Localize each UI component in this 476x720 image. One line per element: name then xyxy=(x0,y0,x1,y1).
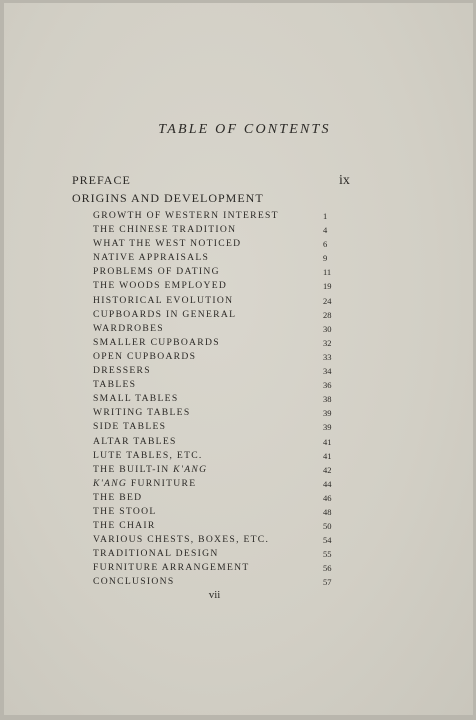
toc-entry-label: DRESSERS xyxy=(93,365,151,377)
toc-section-heading: ORIGINS AND DEVELOPMENT xyxy=(72,191,264,205)
toc-entry xyxy=(93,547,353,561)
toc-entry-label: LUTE TABLES, ETC. xyxy=(93,449,203,461)
toc-entry xyxy=(93,209,353,223)
toc-entry-label-text: THE BUILT-IN xyxy=(93,463,174,475)
toc-preface-label: PREFACE xyxy=(72,173,131,187)
toc-entry-page: 19 xyxy=(323,281,332,292)
toc-entry-page: 42 xyxy=(323,464,332,475)
toc-entry-page: 1 xyxy=(323,211,328,221)
toc-entry-label: VARIOUS CHESTS, BOXES, ETC. xyxy=(93,534,270,546)
toc-entry-label: TABLES xyxy=(93,379,137,391)
toc-entry xyxy=(93,294,353,308)
toc-entry-page: 39 xyxy=(323,422,332,433)
toc-entry xyxy=(93,237,353,251)
toc-entry-label: WHAT THE WEST NOTICED xyxy=(93,238,242,250)
toc-entry xyxy=(93,533,353,547)
toc-entry xyxy=(93,279,353,293)
toc-entry xyxy=(93,378,353,392)
toc-entry-page: 6 xyxy=(323,239,328,250)
toc-preface-page: ix xyxy=(339,173,350,188)
toc-entry-page: 54 xyxy=(323,535,332,546)
toc-entry xyxy=(93,477,353,491)
toc-entry-label: ALTAR TABLES xyxy=(93,435,177,447)
toc-entry xyxy=(93,575,353,589)
toc-entry xyxy=(93,336,353,350)
toc-entry-label: THE WOODS EMPLOYED xyxy=(93,280,228,292)
toc-entry-label: CUPBOARDS IN GENERAL xyxy=(93,308,237,320)
toc-entry xyxy=(93,364,353,378)
toc-entry-page: 38 xyxy=(323,394,332,405)
toc-entry-page: 41 xyxy=(323,436,332,447)
book-page xyxy=(4,3,473,715)
toc-entry-label: THE BED xyxy=(93,491,143,503)
toc-entry-page: 32 xyxy=(323,337,332,348)
toc-entry-label: SMALL TABLES xyxy=(93,393,179,405)
toc-entry-page: 41 xyxy=(323,450,332,461)
toc-entry-label: PROBLEMS OF DATING xyxy=(93,266,220,278)
toc-entry xyxy=(93,491,353,505)
toc-entry-list xyxy=(93,209,353,590)
toc-entry-page: 50 xyxy=(323,521,332,532)
page-title: TABLE OF CONTENTS xyxy=(158,122,331,137)
toc-entry xyxy=(93,265,353,279)
toc-entry-label-italic: K'ANG xyxy=(173,463,208,475)
toc-entry-page: 33 xyxy=(323,351,332,362)
toc-entry xyxy=(93,350,353,364)
toc-entry-label: THE CHAIR xyxy=(93,520,156,532)
toc-entry-label-text: FURNITURE xyxy=(127,477,197,489)
toc-entry-label xyxy=(93,463,207,477)
toc-entry-page: 55 xyxy=(323,549,332,560)
toc-entry-page: 36 xyxy=(323,380,332,391)
page-number: vii xyxy=(208,589,221,601)
toc-entry-page: 57 xyxy=(323,577,332,588)
toc-entry xyxy=(93,223,353,237)
toc-entry-page: 30 xyxy=(323,323,332,334)
toc-entry-label: HISTORICAL EVOLUTION xyxy=(93,294,234,306)
toc-entry-label: TRADITIONAL DESIGN xyxy=(93,548,219,560)
toc-entry xyxy=(93,561,353,575)
toc-entry-label: SMALLER CUPBOARDS xyxy=(93,336,220,348)
toc-entry-label xyxy=(93,477,196,491)
toc-entry-page: 28 xyxy=(323,309,332,320)
toc-entry-page: 48 xyxy=(323,506,332,517)
toc-entry xyxy=(93,505,353,519)
toc-entry-label: WRITING TABLES xyxy=(93,407,191,419)
toc-entry-label: FURNITURE ARRANGEMENT xyxy=(93,562,250,574)
toc-entry xyxy=(93,519,353,533)
toc-entry-label: THE STOOL xyxy=(93,505,157,517)
toc-entry-label: THE CHINESE TRADITION xyxy=(93,224,237,236)
toc-entry-page: 46 xyxy=(323,492,332,503)
toc-entry xyxy=(93,406,353,420)
toc-entry xyxy=(93,392,353,406)
toc-entry-label: NATIVE APPRAISALS xyxy=(93,252,210,264)
toc-entry-page: 11 xyxy=(323,267,332,278)
toc-entry-page: 34 xyxy=(323,366,332,377)
toc-entry-page: 39 xyxy=(323,408,332,419)
toc-entry xyxy=(93,251,353,265)
toc-entry xyxy=(93,308,353,322)
toc-entry-page: 24 xyxy=(323,295,332,306)
toc-entry-page: 9 xyxy=(323,253,328,264)
toc-entry-label: GROWTH OF WESTERN INTEREST xyxy=(93,210,279,221)
toc-entry xyxy=(93,463,353,477)
toc-entry-label: OPEN CUPBOARDS xyxy=(93,350,197,362)
toc-entry-page: 4 xyxy=(323,225,328,236)
toc-entry xyxy=(93,435,353,449)
toc-entry-page: 56 xyxy=(323,563,332,574)
toc-entry-label-italic: K'ANG xyxy=(93,477,128,489)
toc-entry xyxy=(93,449,353,463)
toc-entry xyxy=(93,322,353,336)
toc-entry xyxy=(93,420,353,434)
toc-entry-label: WARDROBES xyxy=(93,322,164,334)
toc-entry-label: CONCLUSIONS xyxy=(93,576,175,588)
toc-entry-page: 44 xyxy=(323,478,332,489)
toc-entry-label: SIDE TABLES xyxy=(93,421,167,433)
